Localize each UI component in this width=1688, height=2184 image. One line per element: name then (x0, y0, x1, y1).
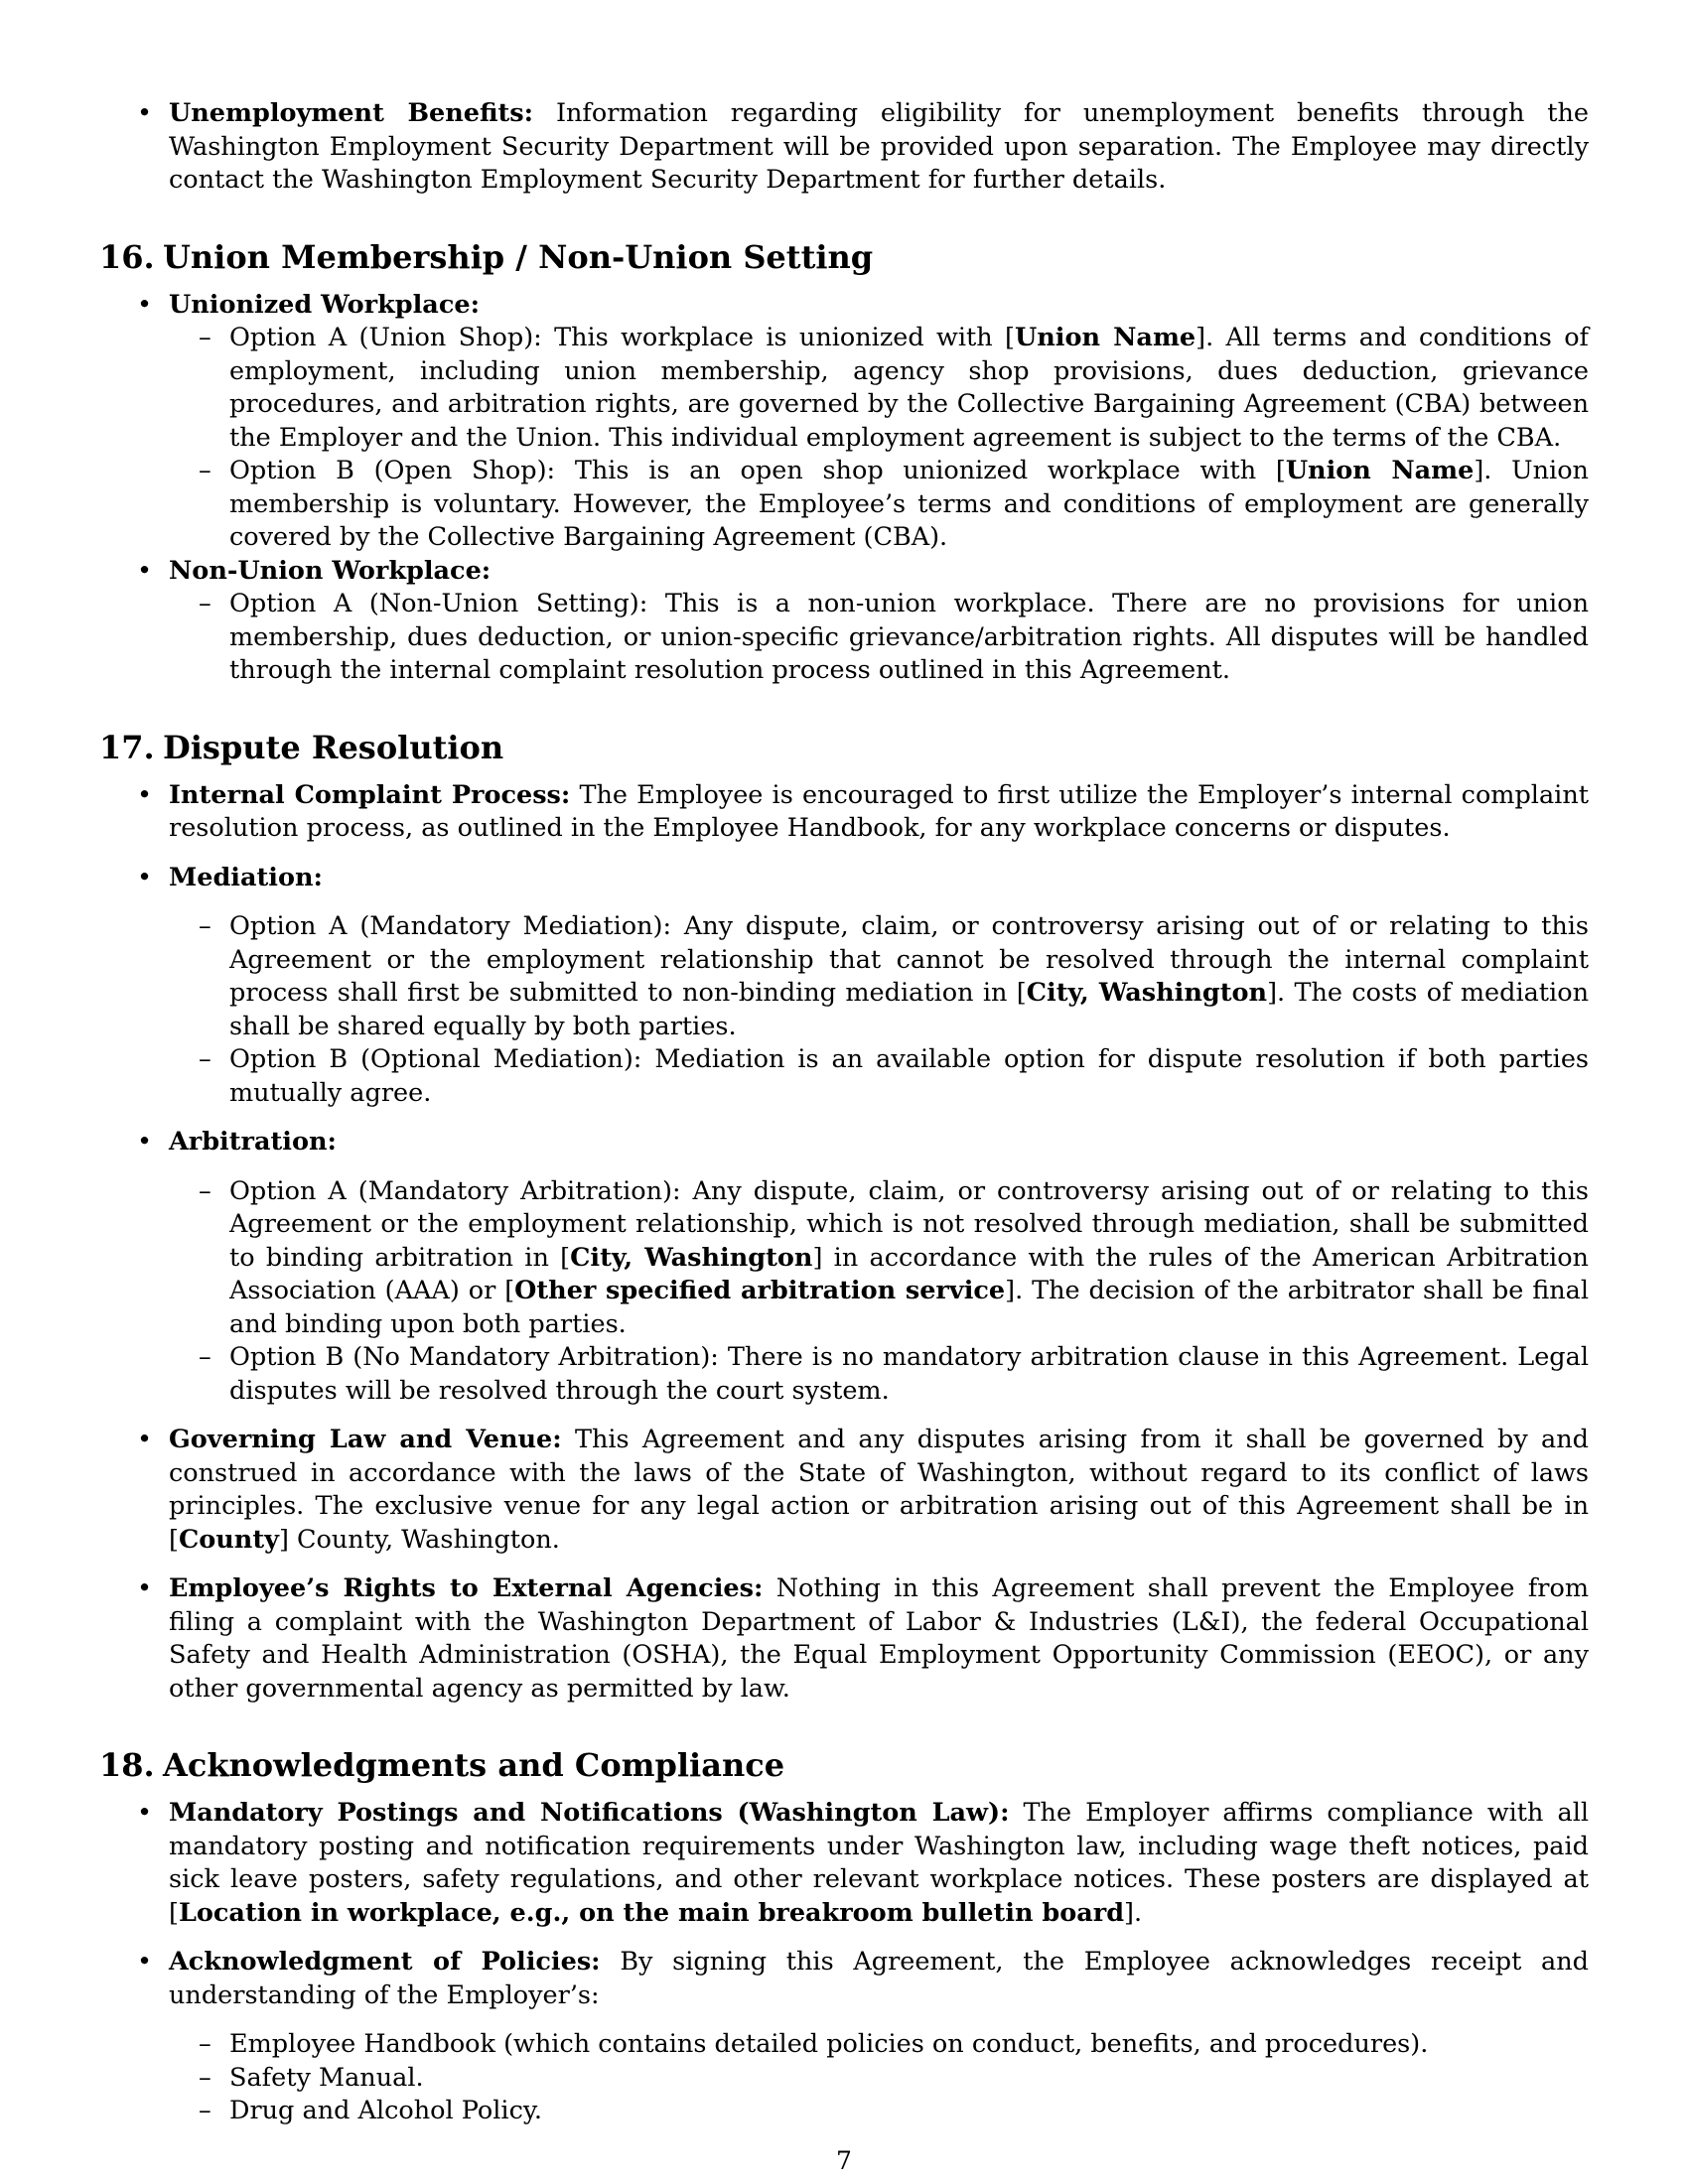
section-18-heading (99, 1745, 1589, 1785)
city-placeholder: City, Washington (570, 1242, 813, 1273)
county-placeholder: County (178, 1524, 279, 1555)
acknowledgment-text: By signing this Agreement, the Employee acknowledges receipt and understanding of the Employer’s: (169, 1947, 1589, 2010)
section-18-title: Acknowledgments and Compliance (163, 1746, 785, 1784)
governing-law-text-end: ] County, Washington. (278, 1524, 560, 1555)
section-16-number: 16. (99, 237, 155, 276)
policy-item: – Safety Manual. (99, 2062, 1589, 2096)
governing-law-text: This Agreement and any disputes arising from it shall be governed by and construed in accordance with the laws of the State of Washington, without regard to its conflict of laws principles. The exclusive venue for any legal action or arbitration arising out of this Agreement shall be in [ (169, 1425, 1589, 1555)
section-17-number: 17. (99, 728, 155, 766)
acknowledgment-item (99, 1946, 1589, 2128)
unemployment-benefits-item (99, 97, 1589, 198)
arbitration-option-a-text: Option A (Mandatory Arbitration): Any dispute, claim, or controversy arising out of or relating to this Agreement or the employment relationship, which is not resolved through mediation, shall be submitted to binding arbitration in [ (229, 1175, 1589, 1273)
section-17-heading (99, 728, 1589, 767)
acknowledgment-policies-list (169, 2028, 1589, 2128)
unemployment-benefits-label: Unemployment Benefits: (169, 98, 534, 128)
page-content (99, 97, 1589, 2128)
union-option-a-text: Option A (Union Shop): This workplace is unionized with [ (229, 323, 1015, 352)
mandatory-postings-item (99, 1797, 1589, 1930)
non-union-workplace-item (99, 555, 1589, 688)
acknowledgment-label: Acknowledgment of Policies: (169, 1947, 601, 1977)
external-agencies-item (99, 1572, 1589, 1706)
internal-complaint-item (99, 779, 1589, 846)
union-name-placeholder: Union Name (1014, 323, 1196, 352)
unionized-workplace-label: Unionized Workplace: (169, 289, 480, 320)
unemployment-benefits-text: Information regarding eligibility for unemployment benefits through the Washington Employment Security Department will be provided upon separation. The Employee may directly contact the Washington Employment Security Department for further details. (169, 98, 1590, 195)
section-16-title: Union Membership / Non-Union Setting (163, 237, 874, 276)
mediation-option-a-text: Option A (Mandatory Mediation): Any dispute, claim, or controversy arising out of or relating to this Agreement or the employment relationship that cannot be resolved through the internal complaint process shall first be submitted to non-binding mediation in [ (229, 911, 1589, 1008)
non-union-workplace-label: Non-Union Workplace: (169, 555, 492, 586)
arbitration-service-placeholder: Other specified arbitration service (514, 1276, 1006, 1305)
non-union-options-list (169, 588, 1589, 688)
section-16-list (99, 289, 1589, 688)
section-15-list (99, 97, 1589, 198)
mandatory-postings-text-end: ]. (1124, 1897, 1143, 1928)
mediation-options-list (169, 910, 1589, 1110)
union-option-b (99, 455, 1589, 555)
arbitration-option-b: – Option B (No Mandatory Arbitration): There is no mandatory arbitration clause in this Agreement. Legal disputes will be resolved through the court system. (99, 1341, 1589, 1408)
section-18-number: 18. (99, 1746, 155, 1784)
section-18-list (99, 1797, 1589, 2128)
arbitration-option-a (99, 1175, 1589, 1342)
unionized-options-list (169, 322, 1589, 555)
mediation-option-a (99, 910, 1589, 1043)
mandatory-postings-label: Mandatory Postings and Notifications (Washington Law): (169, 1798, 1010, 1828)
arbitration-option-a-text-end: ]. The decision of the arbitrator shall be final and binding upon both parties. (229, 1276, 1590, 1339)
governing-law-label: Governing Law and Venue: (169, 1425, 562, 1454)
external-agencies-text: Nothing in this Agreement shall prevent the Employee from filing a complaint with the Washington Department of Labor & Industries (L&I), the federal Occupational Safety and Health Administration (OSHA), the Equal Employment Opportunity Commission (EEOC), or any other governmental agency as permitted by law. (169, 1573, 1590, 1704)
union-option-a (99, 322, 1589, 455)
external-agencies-label: Employee’s Rights to External Agencies: (169, 1573, 764, 1603)
union-option-b-text-end: ]. Union membership is voluntary. However, the Employee’s terms and conditions of employment are generally covered by the Collective Bargaining Agreement (CBA). (229, 456, 1589, 552)
mediation-option-a-text-end: ]. The costs of mediation shall be shared equally by both parties. (229, 978, 1589, 1041)
arbitration-item (99, 1126, 1589, 1408)
governing-law-item (99, 1424, 1589, 1557)
arbitration-option-a-text-mid: ] in accordance with the rules of the American Arbitration Association (AAA) or [ (229, 1242, 1589, 1305)
page-number: 7 (836, 2146, 852, 2175)
section-16-heading (99, 237, 1589, 277)
arbitration-label: Arbitration: (169, 1127, 337, 1157)
arbitration-options-list (169, 1175, 1589, 1409)
mediation-item (99, 862, 1589, 1111)
non-union-option-a: – Option A (Non-Union Setting): This is a non-union workplace. There are no provisions for union membership, dues deduction, or union-specific grievance/arbitration rights. All disputes will be handled through the internal complaint resolution process outlined in this Agreement. (99, 588, 1589, 688)
policy-item: – Drug and Alcohol Policy. (99, 2095, 1589, 2128)
city-placeholder: City, Washington (1026, 978, 1268, 1008)
mediation-option-b: – Option B (Optional Mediation): Mediation is an available option for dispute resolution if both parties mutually agree. (99, 1043, 1589, 1110)
section-17-title: Dispute Resolution (163, 728, 504, 766)
union-option-a-text-end: ]. All terms and conditions of employment, including union membership, agency shop provisions, dues deduction, grievance procedures, and arbitration rights, are governed by the Collective Bargaining Agreement (CBA) between the Employer and the Union. This individual employment agreement is subject to the terms of the CBA. (229, 323, 1589, 453)
union-name-placeholder: Union Name (1285, 456, 1475, 485)
policy-item: – Employee Handbook (which contains detailed policies on conduct, benefits, and procedures). (99, 2028, 1589, 2062)
mandatory-postings-text: The Employer affirms compliance with all mandatory posting and notification requirements under Washington law, including wage theft notices, paid sick leave posters, safety regulations, and other relevant workplace notices. These posters are displayed at [ (169, 1798, 1590, 1928)
location-placeholder: Location in workplace, e.g., on the main breakroom bulletin board (178, 1897, 1125, 1928)
section-17-list (99, 779, 1589, 1706)
internal-complaint-text: The Employee is encouraged to first utilize the Employer’s internal complaint resolution process, as outlined in the Employee Handbook, for any workplace concerns or disputes. (169, 779, 1589, 843)
mediation-label: Mediation: (169, 862, 323, 892)
internal-complaint-label: Internal Complaint Process: (169, 779, 571, 810)
unionized-workplace-item (99, 289, 1589, 555)
union-option-b-text: Option B (Open Shop): This is an open shop unionized workplace with [ (229, 456, 1286, 485)
